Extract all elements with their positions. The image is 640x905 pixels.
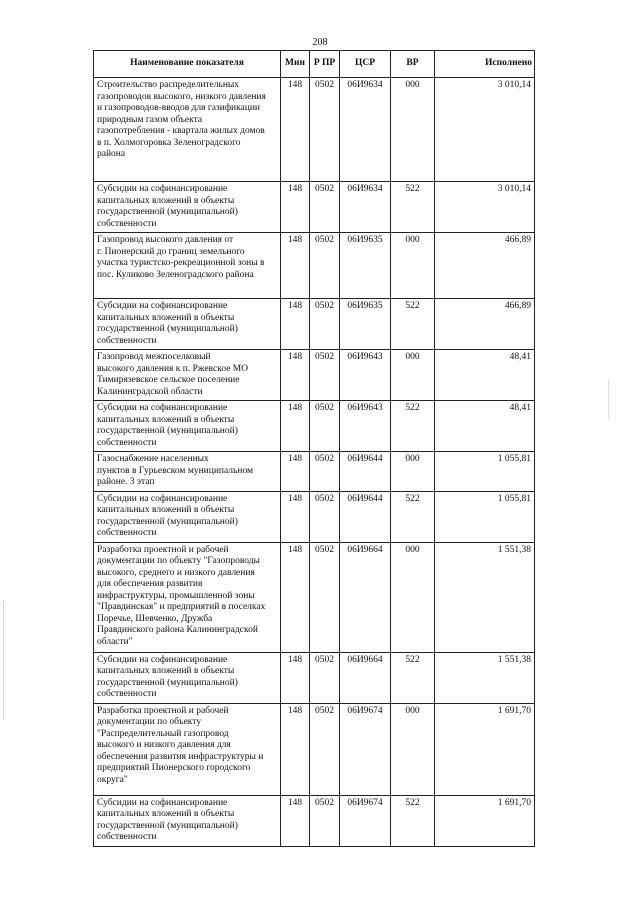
table-row [94,795,535,846]
indicator-name-line: "Правдинская" и предприятий в поселках [97,602,266,612]
indicator-name-line: капитальных вложений в объекты [97,809,235,819]
indicator-name-cell [94,652,281,703]
indicator-name-line: собственности [97,689,157,699]
indicator-name-line [97,798,277,810]
indicator-name-line: государственной (муниципальной) [97,426,238,436]
executed-amount-cell: 1 055,81 [435,452,535,492]
vr-code-cell: 000 [391,350,435,401]
indicator-name-line: государственной (муниципальной) [97,207,238,217]
indicator-name-first-line: Газопровод межпоселковый [97,352,211,362]
min-code-cell: 148 [281,542,310,652]
indicator-name-line: г. Пионерский до границ земельного [97,246,245,257]
min-code-cell: 148 [281,452,310,492]
indicator-name-line: капитальных вложений в объекты [97,195,235,206]
indicator-name-line: государственной (муниципальной) [97,324,238,334]
min-code-cell: 148 [281,233,310,299]
rpr-code-cell: 0502 [310,795,340,846]
csr-code-cell: 06И9674 [340,703,391,795]
min-code-cell: 148 [281,795,310,846]
rpr-code-cell: 0502 [310,452,340,492]
rpr-code-cell: 0502 [310,350,340,401]
table-row [94,652,535,703]
csr-code-cell: 06И9643 [340,401,391,452]
vr-code-cell: 522 [391,299,435,350]
table-row [94,350,535,401]
rpr-code-cell: 0502 [310,542,340,652]
indicator-name-line: собственности [97,335,157,346]
indicator-name-line: государственной (муниципальной) [97,820,238,831]
indicator-name-first-line: Газоснабжение населенных [97,454,209,464]
indicator-name-line: для обеспечения развития [97,579,203,589]
scan-artifact [608,380,610,420]
vr-code-cell: 000 [391,542,435,652]
indicator-name-first-line: Разработка проектной и рабочей [97,705,229,716]
indicator-name-line [97,184,277,196]
indicator-name-cell [94,542,281,652]
indicator-name-line: и газопроводов-вводов для газификации [97,103,261,113]
indicator-name-cell [94,452,281,492]
csr-code-cell: 06И9635 [340,233,391,299]
indicator-name-line [97,706,277,718]
table-row [94,299,535,350]
min-code-cell: 148 [281,182,310,233]
table-row [94,703,535,795]
indicator-name-line: капитальных вложений в объекты [97,505,235,515]
header-csr: ЦСР [340,51,391,78]
indicator-name-line [97,655,277,667]
indicator-name-cell [94,299,281,350]
indicator-name-line [97,403,277,415]
indicator-name-line [97,80,277,92]
indicator-name-cell [94,78,281,182]
indicator-name-line: природным газом объекта [97,114,203,125]
min-code-cell: 148 [281,401,310,452]
indicator-name-line: государственной (муниципальной) [97,677,238,688]
vr-code-cell: 000 [391,703,435,795]
vr-code-cell: 000 [391,78,435,182]
indicator-name-first-line: Газопровод высокого давления от [97,235,234,245]
indicator-name-cell [94,233,281,299]
vr-code-cell: 522 [391,795,435,846]
vr-code-cell: 522 [391,401,435,452]
min-code-cell: 148 [281,78,310,182]
header-vr: ВР [391,51,435,78]
indicator-name-line: участка туристско-рекреационной зоны в [97,258,265,268]
indicator-name-first-line: Субсидии на софинансирование [97,654,228,665]
table-row [94,233,535,299]
indicator-name-line [97,352,277,364]
indicator-name-line: пос. Куликово Зеленоградского района [97,269,254,280]
executed-amount-cell: 1 551,38 [435,542,535,652]
indicator-name-line: собственности [97,437,157,448]
min-code-cell: 148 [281,299,310,350]
indicator-name-line: высокого и низкого давления для [97,740,231,750]
csr-code-cell: 06И9634 [340,182,391,233]
indicator-name-cell [94,350,281,401]
rpr-code-cell: 0502 [310,401,340,452]
csr-code-cell: 06И9634 [340,78,391,182]
indicator-name-line: округа" [97,774,128,785]
min-code-cell: 148 [281,703,310,795]
indicator-name-cell [94,491,281,542]
indicator-name-line: документации по объекту [97,717,202,727]
executed-amount-cell: 466,89 [435,233,535,299]
executed-amount-cell: 1 691,70 [435,703,535,795]
indicator-name-line: собственности [97,832,157,842]
indicator-name-line: области" [97,636,133,647]
executed-amount-cell: 48,41 [435,401,535,452]
indicator-name-line [97,301,277,313]
executed-amount-cell: 1 691,70 [435,795,535,846]
indicator-name-line: предприятий Пионерского городского [97,763,251,773]
vr-code-cell: 522 [391,652,435,703]
indicator-name-line: высокого, среднего и низкого давления [97,567,255,578]
rpr-code-cell: 0502 [310,491,340,542]
table-row [94,401,535,452]
executed-amount-cell: 1 551,38 [435,652,535,703]
indicator-name-cell [94,703,281,795]
indicator-name-line: "Распределительный газопровод [97,728,229,739]
indicator-name-line: в п. Холмогоровка Зеленоградского [97,137,241,148]
vr-code-cell: 522 [391,491,435,542]
csr-code-cell: 06И9635 [340,299,391,350]
budget-execution-table [93,50,535,847]
indicator-name-line [97,545,277,557]
indicator-name-line: капитальных вложений в объекты [97,312,235,323]
min-code-cell: 148 [281,652,310,703]
indicator-name-first-line: Субсидии на софинансирование [97,301,228,311]
executed-amount-cell: 48,41 [435,350,535,401]
executed-amount-cell: 466,89 [435,299,535,350]
table-row [94,542,535,652]
csr-code-cell: 06И9664 [340,542,391,652]
vr-code-cell: 522 [391,182,435,233]
table-body [94,78,535,847]
indicator-name-first-line: Субсидии на софинансирование [97,493,228,504]
indicator-name-line: района [97,149,126,159]
indicator-name-line: капитальных вложений в объекты [97,414,235,425]
header-name: Наименование показателя [94,51,281,78]
header-rpr: Р ПР [310,51,340,78]
indicator-name-line: Правдинского района Калининградской [97,625,258,635]
indicator-name-line [97,494,277,506]
executed-amount-cell: 3 010,14 [435,78,535,182]
indicator-name-line [97,235,277,247]
rpr-code-cell: 0502 [310,652,340,703]
indicator-name-line: пунктов в Гурьевском муниципальном [97,465,254,476]
min-code-cell: 148 [281,350,310,401]
header-min: Мин [281,51,310,78]
table-row [94,452,535,492]
table-row [94,78,535,182]
table-header-row [94,51,535,78]
indicator-name-first-line: Субсидии на софинансирование [97,184,228,194]
indicator-name-first-line: Строительство распределительных [97,80,240,90]
indicator-name-line: собственности [97,218,157,229]
header-done: Исполнено [435,51,535,78]
indicator-name-line: обеспечения развития инфраструктуры и [97,751,264,762]
indicator-name-line: Тимирязевское сельское поселение [97,375,240,385]
indicator-name-cell [94,401,281,452]
page-number: 208 [312,37,328,48]
indicator-name-line: районе. 3 этап [97,477,155,487]
scan-artifact [3,600,5,720]
vr-code-cell: 000 [391,452,435,492]
indicator-name-line: документации по объекту "Газопроводы [97,556,260,566]
rpr-code-cell: 0502 [310,78,340,182]
csr-code-cell: 06И9643 [340,350,391,401]
indicator-name-first-line: Субсидии на софинансирование [97,797,228,808]
min-code-cell: 148 [281,491,310,542]
csr-code-cell: 06И9644 [340,491,391,542]
table-row [94,182,535,233]
rpr-code-cell: 0502 [310,703,340,795]
csr-code-cell: 06И9644 [340,452,391,492]
table-row [94,491,535,542]
indicator-name-line: Поречье, Шевченко, Дружба [97,613,213,624]
rpr-code-cell: 0502 [310,299,340,350]
indicator-name-line: государственной (муниципальной) [97,516,238,527]
indicator-name-cell [94,182,281,233]
rpr-code-cell: 0502 [310,182,340,233]
indicator-name-line: газопотребления - квартала жилых домов [97,126,265,136]
rpr-code-cell: 0502 [310,233,340,299]
indicator-name-line: Калининградской области [97,386,203,397]
csr-code-cell: 06И9674 [340,795,391,846]
indicator-name-line: капитальных вложений в объекты [97,666,235,676]
executed-amount-cell: 3 010,14 [435,182,535,233]
indicator-name-line: инфраструктуры, промышленной зоны [97,590,255,601]
indicator-name-first-line: Разработка проектной и рабочей [97,544,229,555]
indicator-name-line: газопроводов высокого, низкого давления [97,91,266,102]
indicator-name-first-line: Субсидии на софинансирование [97,403,228,413]
indicator-name-line: высокого давления к п. Ржевское МО [97,363,249,374]
indicator-name-line: собственности [97,528,157,538]
executed-amount-cell: 1 055,81 [435,491,535,542]
indicator-name-line [97,454,277,466]
vr-code-cell: 000 [391,233,435,299]
csr-code-cell: 06И9664 [340,652,391,703]
indicator-name-cell [94,795,281,846]
